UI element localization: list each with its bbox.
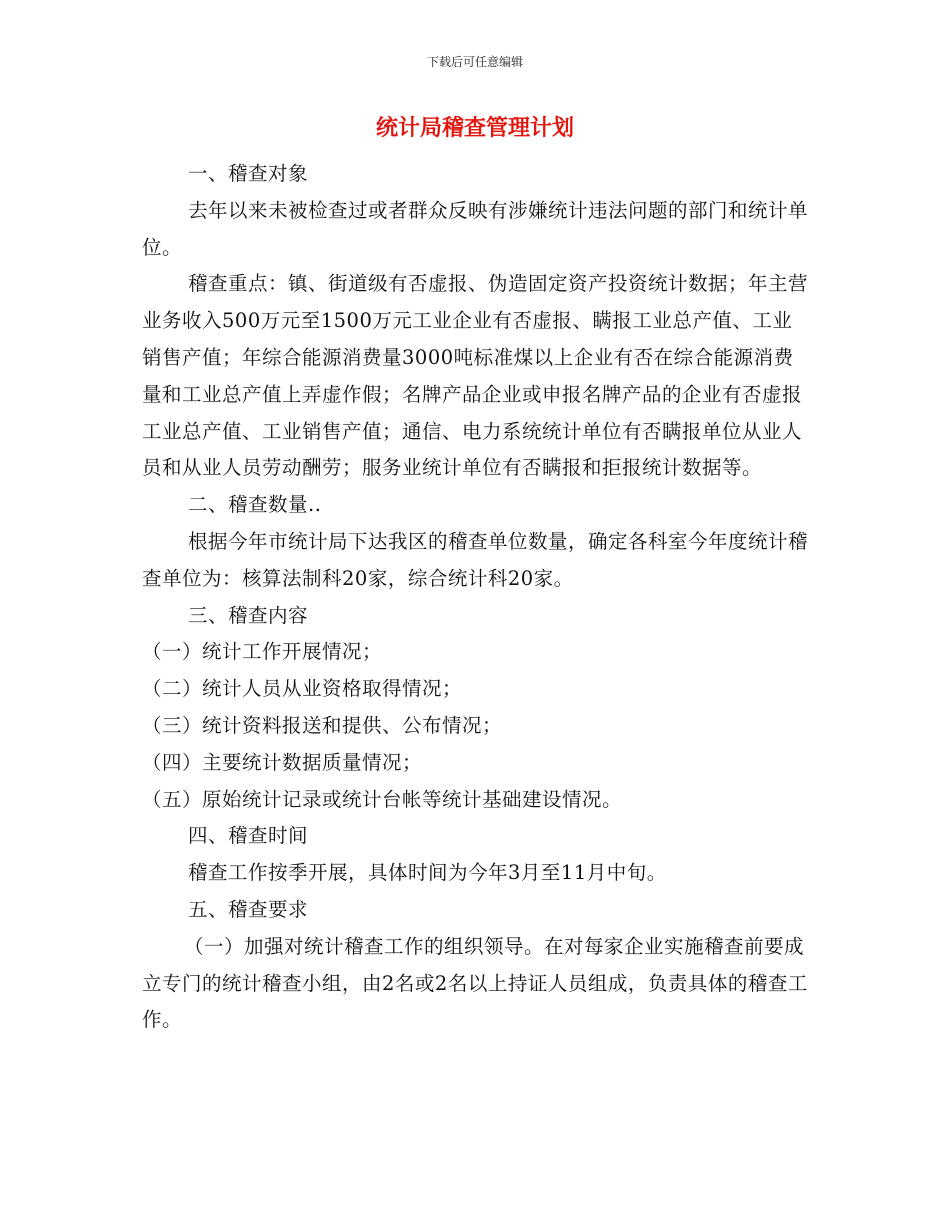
- document-title: 统计局稽查管理计划: [375, 115, 574, 141]
- paragraph-requirement-1: （一）加强对统计稽查工作的组织领导。在对每家企业实施稽查前要成立专门的统计稽查小组，由2名或2名以上持证人员组成，负责具体的稽查工作。: [142, 934, 808, 1032]
- section-heading-4: 四、稽查时间: [188, 824, 309, 848]
- content-item-3: （三）统计资料报送和提供、公布情况；: [142, 713, 503, 737]
- section-heading-3: 三、稽查内容: [188, 603, 309, 627]
- document-body: [142, 156, 808, 1039]
- paragraph-time: 稽查工作按季开展，具体时间为今年3月至11月中旬。: [188, 861, 667, 885]
- section-heading-5: 五、稽查要求: [188, 897, 309, 921]
- section-heading-2: 二、稽查数量..: [188, 493, 322, 517]
- header-note: 下载后可任意编辑: [426, 55, 523, 69]
- content-item-2: （二）统计人员从业资格取得情况；: [142, 677, 463, 701]
- content-item-1: （一）统计工作开展情况；: [142, 640, 383, 664]
- section-heading-1: 一、稽查对象: [188, 162, 309, 185]
- paragraph-quantity: 根据今年市统计局下达我区的稽查单位数量，确定各科室今年度统计稽查单位为：核算法制科20家，综合统计科20家。: [142, 529, 809, 590]
- paragraph-scope: 去年以来未被检查过或者群众反映有涉嫌统计违法问题的部门和统计单位。: [142, 198, 809, 259]
- content-item-4: （四）主要统计数据质量情况；: [142, 750, 423, 774]
- content-item-5: （五）原始统计记录或统计台帐等统计基础建设情况。: [142, 787, 623, 811]
- paragraph-focus: 稽查重点：镇、街道级有否虚报、伪造固定资产投资统计数据；年主营业务收入500万元至1500万元工业企业有否虚报、瞒报工业总产值、工业销售产值；年综合能源消费量3000吨标准煤以上企业有否在综合能源消费量和工业总产值上弄虚作假；名牌产品企业或申报名牌产品的企业有否虚报工业总产值、工业销售产值；通信、电力系统统计单位有否瞒报单位从业人员和从业人员劳动酬劳；服务业统计单位有否瞒报和拒报统计数据等。: [142, 272, 809, 480]
